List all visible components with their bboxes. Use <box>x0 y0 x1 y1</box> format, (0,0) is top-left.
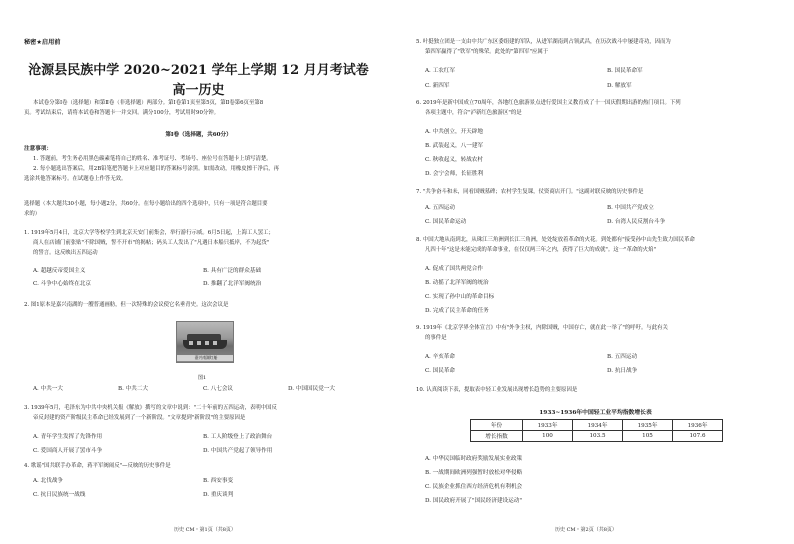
q1-option-a: A. 超越反帝爱国主义 <box>33 268 86 274</box>
table-cell: 103.5 <box>573 431 623 442</box>
red-boat-photo <box>176 321 234 363</box>
q8-option-d: D. 完成了民主革命的任务 <box>425 308 489 314</box>
table-cell: 1936年 <box>673 420 723 431</box>
q4-option-c: C. 抗日民族统一战线 <box>33 492 86 498</box>
notice-line-1: 1. 答题前，考生务必用黑色碳素笔将自己的姓名、准考证号、考场号、座位号在答题卡上填写清楚。 <box>33 156 272 162</box>
q5-line-2: 第四军赢得了"铁军"的殊荣。此处的"第四军"应属于 <box>425 49 549 55</box>
q3-option-c: C. 爱国商人开展了罢市斗争 <box>33 448 103 454</box>
exam-subject: 高一历史 <box>172 83 225 98</box>
q1-line-1: 1. 1919年5月4日，北京大学等校学生到北京天安门前集会，举行游行示威。6月5日起，上海工人罢工； <box>24 230 274 236</box>
q4-option-d: D. 重庆谈判 <box>203 492 234 498</box>
q1-option-d: D. 推翻了北洋军阀统治 <box>203 281 262 287</box>
q8-line-1: 8. 中国大地从南到北，从珠江三角洲到长江三角洲，处处绽放着革命的火花。到处都有"接受孙中山先生致力国民革命 <box>416 237 695 243</box>
page-footer-1: 历史 CM・第1页（共8页） <box>174 527 236 533</box>
q10-option-b: B. 一战期间欧洲列强暂时放松对华侵略 <box>425 470 523 476</box>
q1-option-c: C. 斗争中心始终在北京 <box>33 281 91 287</box>
figure-label: 图1 <box>198 375 207 381</box>
q2-option-d: D. 中国国民党一大 <box>288 386 335 392</box>
table-cell: 年份 <box>471 420 523 431</box>
q2-text: 2. 图1原本是嘉兴南湖的一艘普通画舫，但一次特殊的会议使它名垂青史。这次会议是 <box>24 302 229 308</box>
q9-line-1: 9. 1919年《北京学界全体宣言》中有"外争主权，内除国贼，中国存亡，就在此一举了"的呼吁。与此有关 <box>416 325 668 331</box>
q4-text: 4. 歌谣"国共联手办革命，蒋平军阀闹反"—反映的历史事件是 <box>24 463 171 469</box>
q3-line-1: 3. 1939年5月，毛泽东为中共中央机关报《解放》撰写的文章中说到："二十年前的五四运动，表明中国反 <box>24 405 277 411</box>
q7-option-a: A. 五四运动 <box>425 205 455 211</box>
q6-line-1: 6. 2019年是新中国成立70周年，各地红色旅游景点进行爱国主义教育成了十一国庆假期出游的热门项目。下列 <box>416 100 681 106</box>
q10-option-c: C. 民族企业抓住西方经济危机有利机会 <box>425 484 523 490</box>
q9-option-b: B. 五四运动 <box>607 354 638 360</box>
q6-option-a: A. 中共创立，开天辟地 <box>425 129 483 135</box>
exam-page-2 <box>397 0 794 544</box>
q4-option-a: A. 北伐战争 <box>33 478 63 484</box>
notice-title: 注意事项： <box>24 146 52 152</box>
q8-option-a: A. 促成了国共两党合作 <box>425 266 483 272</box>
q5-option-b: B. 国民革命军 <box>607 68 643 74</box>
index-table <box>470 419 723 442</box>
q6-line-2: 各项主题中，符合"泸新红色旅游区"的是 <box>425 110 522 116</box>
q10-option-d: D. 国民政府开展了"国民经济建设运动" <box>425 498 522 504</box>
q7-text: 7. "共争奋斗和未，同看国贼墓碑；农村学生复课，仗资商店开门。"这副对联反映的历史事件是 <box>416 189 644 195</box>
q9-option-a: A. 辛亥革命 <box>425 354 455 360</box>
q10-text: 10. 认真阅读下表，提取表中轻工业发展出现增长趋势的主要原因是 <box>416 387 578 393</box>
exam-title: 沧源县民族中学 2020~2021 学年上学期 12 月月考试卷 <box>28 63 369 78</box>
q5-option-d: D. 解放军 <box>607 83 632 89</box>
q9-option-c: C. 国民革命 <box>425 368 456 374</box>
intro-line-1: 本试卷分第Ⅰ卷（选择题）和第Ⅱ卷（非选择题）两部分。第Ⅰ卷第1页至第5页，第Ⅱ卷第6页至第8 <box>33 100 264 106</box>
q6-option-b: B. 武装起义，八一建军 <box>425 143 484 149</box>
q8-option-b: B. 动摇了北洋军阀的统治 <box>425 280 489 286</box>
q4-option-b: B. 西安事变 <box>203 478 234 484</box>
table-cell: 105 <box>623 431 673 442</box>
table-cell: 1934年 <box>573 420 623 431</box>
q1-option-b: B. 具有广泛的群众基础 <box>203 268 262 274</box>
q3-option-d: D. 中国共产党起了领导作用 <box>203 448 273 454</box>
q2-option-a: A. 中共一大 <box>33 386 63 392</box>
q7-option-b: B. 中国共产党成立 <box>607 205 654 211</box>
q5-line-1: 5. 叶挺独立团是一支由中共广东区委组建的军队，从进军湖南到占领武昌，在历次战斗中屡建奇功，因而为 <box>416 39 671 45</box>
table-cell: 增长指数 <box>471 431 523 442</box>
section-heading: 第Ⅰ卷（选择题，共60分） <box>165 132 232 138</box>
q8-option-c: C. 实现了孙中山的革命目标 <box>425 294 495 300</box>
q9-line-2: 的事件是 <box>425 335 447 341</box>
q10-option-a: A. 中华民国临时政府奖励发展实业政策 <box>425 456 523 462</box>
q1-line-3: 的誓言。这反映出五四运动 <box>33 250 98 256</box>
q8-line-2: 凡四十年"这是未能完成的革命事业，在仅仅两三年之内，获得了巨大的成就"。这一"革命的火焰" <box>425 247 656 253</box>
q1-line-2: 商人在店铺门前张贴"不除国贼，誓不开市"的揭帖；码头工人发出了"凡遇日本船只抵岸，不为起货" <box>33 240 270 246</box>
intro-line-2: 页。考试结束后，请将本试卷和答题卡一并交回。满分100分，考试用时90分钟。 <box>24 110 220 116</box>
table-cell: 100 <box>523 431 573 442</box>
table-cell: 1935年 <box>623 420 673 431</box>
notice-line-2: 2. 每小题选出答案后，用2B铅笔把答题卡上对应题目的答案标号涂黑。如需改动，用橡皮擦干净后，再 <box>33 166 280 172</box>
photo-caption: 嘉兴南湖红船 <box>177 355 234 361</box>
table-cell: 1933年 <box>523 420 573 431</box>
q5-option-a: A. 工农红军 <box>425 68 455 74</box>
q9-option-d: D. 抗日战争 <box>607 368 638 374</box>
q3-option-b: B. 工人阶级登上了政治舞台 <box>203 434 273 440</box>
q7-option-d: D. 台湾人民反割台斗争 <box>607 219 666 225</box>
q7-option-c: C. 国民革命运动 <box>425 219 467 225</box>
q3-line-2: 帝反封建的资产阶级民主革命已经发展到了一个新阶段。"文章提到"新阶段"的主要原因是 <box>33 415 246 421</box>
table-row <box>471 431 723 442</box>
secret-label: 秘密★启用前 <box>24 39 61 46</box>
table-title: 1933~1936年中国轻工业平均指数增长表 <box>539 410 652 416</box>
q5-option-c: C. 新四军 <box>425 83 450 89</box>
table-row <box>471 420 723 431</box>
q2-option-c: C. 八七会议 <box>203 386 234 392</box>
instruction-line-2: 求的） <box>24 211 41 217</box>
notice-line-3: 选涂其他答案标号。在试题卷上作答无效。 <box>24 176 127 182</box>
q6-option-d: D. 会宁会师，长征胜利 <box>425 171 484 177</box>
page-footer-2: 历史 CM・第2页（共8页） <box>555 527 617 533</box>
q3-option-a: A. 青年学生发挥了先锋作用 <box>33 434 103 440</box>
instruction-line-1: 选择题（本大题共30小题，每小题2分，共60分。在每小题给出的四个选项中，只有一项是符合题目要 <box>24 201 268 207</box>
q2-option-b: B. 中共二大 <box>118 386 149 392</box>
q6-option-c: C. 秋收起义，转战农村 <box>425 157 483 163</box>
table-cell: 107.6 <box>673 431 723 442</box>
